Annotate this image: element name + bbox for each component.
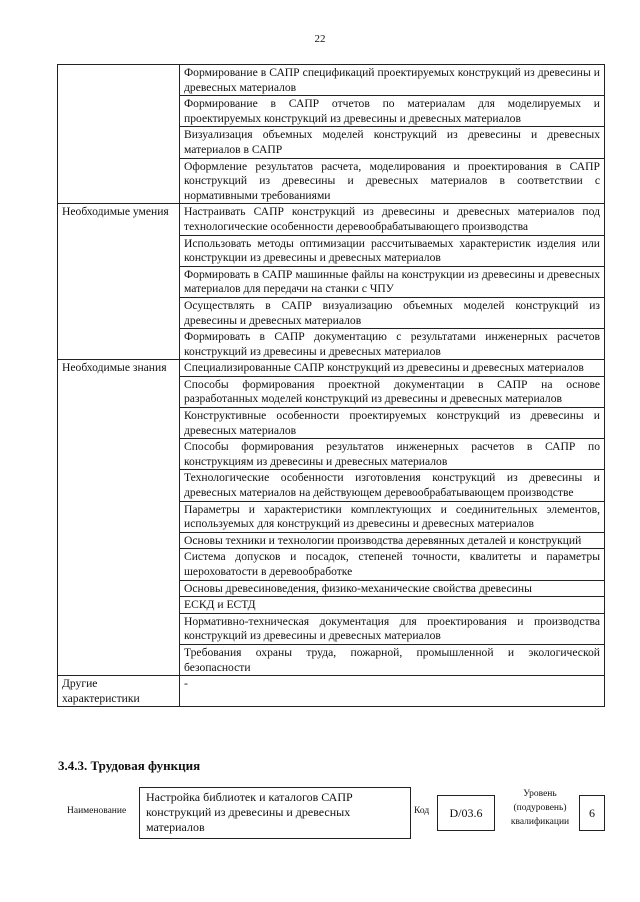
qualification-level-value: 6 — [579, 795, 605, 831]
requirement-text: Настраивать САПР конструкций из древесины и древесных материалов под технологические особенности деревообрабатывающего производства — [180, 204, 605, 235]
requirement-text: Использовать методы оптимизации рассчитываемых характеристик изделия или конструкции из древесины и древесных материалов — [180, 235, 605, 266]
requirement-text: - — [180, 676, 605, 707]
requirement-text: Способы формирования результатов инженерных расчетов в САПР по конструкциям из древесины и древесных материалов — [180, 439, 605, 470]
requirements-table — [57, 64, 605, 707]
qualification-level-label: Уровень (подуровень) квалификации — [510, 789, 570, 827]
requirement-text: Оформление результатов расчета, моделирования и проектирования в САПР конструкций из древесины и древесных материалов в соответствии с нормативными требованиями — [180, 158, 605, 204]
table-row — [58, 65, 605, 96]
table-row — [58, 360, 605, 377]
table-row — [58, 676, 605, 707]
requirement-text: Формирование в САПР спецификаций проектируемых конструкций из древесины и древесных материалов — [180, 65, 605, 96]
requirement-text: Требования охраны труда, пожарной, промышленной и экологической безопасности — [180, 644, 605, 675]
requirement-text: ЕСКД и ЕСТД — [180, 597, 605, 614]
requirement-text: Специализированные САПР конструкций из древесины и древесных материалов — [180, 360, 605, 377]
requirement-text: Основы древесиноведения, физико-механические свойства древесины — [180, 580, 605, 597]
requirement-text: Параметры и характеристики комплектующих и соединительных элементов, используемых для конструкций из древесины и древесных материалов — [180, 501, 605, 532]
requirement-text: Формировать в САПР машинные файлы на конструкции из древесины и древесных материалов для передачи на станки с ЧПУ — [180, 266, 605, 297]
requirement-text: Конструктивные особенности проектируемых конструкций из древесины и древесных материалов — [180, 408, 605, 439]
requirement-text: Технологические особенности изготовления конструкций из древесины и древесных материалов на действующем деревообрабатывающем производстве — [180, 470, 605, 501]
requirement-text: Визуализация объемных моделей конструкций из древесины и древесных материалов в САПР — [180, 127, 605, 158]
page-number: 22 — [314, 33, 326, 45]
requirement-text: Способы формирования проектной документации в САПР на основе разработанных моделей конструкций из древесины и древесных материалов — [180, 376, 605, 407]
name-value: Настройка библиотек и каталогов САПР конструкций из древесины и древесных материалов — [139, 787, 411, 839]
requirement-text: Формировать в САПР документацию с результатами инженерных расчетов конструкций из древесины и древесных материалов — [180, 329, 605, 360]
code-value: D/03.6 — [437, 795, 495, 831]
name-label: Наименование — [67, 806, 127, 816]
requirement-text: Система допусков и посадок, степеней точности, квалитеты и параметры шероховатости в деревообработке — [180, 549, 605, 580]
labor-function-row — [57, 785, 605, 845]
row-group-label — [58, 65, 180, 204]
requirement-text: Осуществлять в САПР визуализацию объемных моделей конструкций из древесины и древесных материалов — [180, 297, 605, 328]
requirement-text: Формирование в САПР отчетов по материалам для моделируемых и проектируемых конструкций из древесины и древесных материалов — [180, 96, 605, 127]
requirement-text: Нормативно-техническая документация для проектирования и производства конструкций из древесины и древесных материалов — [180, 613, 605, 644]
section-heading: 3.4.3. Трудовая функция — [58, 758, 201, 773]
row-group-label: Другие характеристики — [58, 676, 180, 707]
code-label: Код — [414, 806, 430, 816]
requirements-table-body — [58, 65, 605, 707]
row-group-label: Необходимые умения — [58, 204, 180, 360]
table-row — [58, 204, 605, 235]
requirement-text: Основы техники и технологии производства деревянных деталей и конструкций — [180, 532, 605, 549]
row-group-label: Необходимые знания — [58, 360, 180, 676]
